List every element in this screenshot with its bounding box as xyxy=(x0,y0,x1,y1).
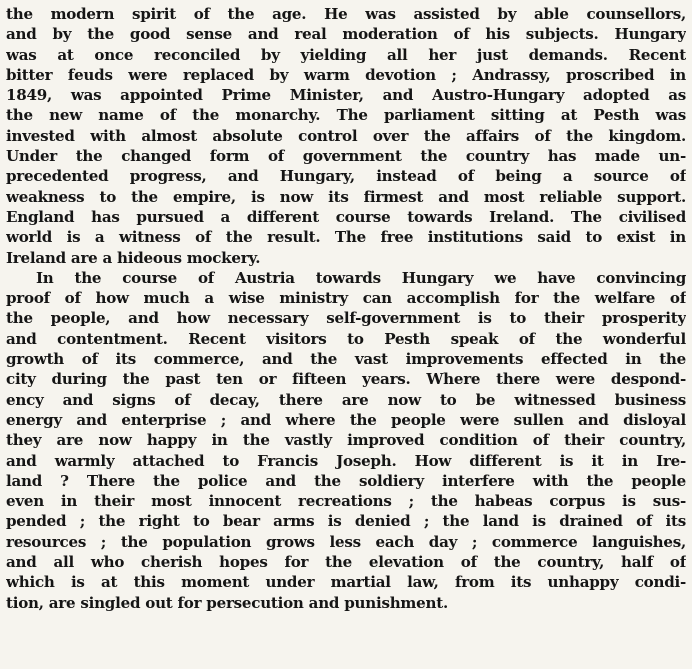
text-line: Ireland are a hideous mockery. xyxy=(6,248,261,267)
text-line: world is a witness of the result. The free institutions said to exist in xyxy=(6,228,686,247)
paragraph-1 xyxy=(6,4,686,268)
text-line: and by the good sense and real moderation of his subjects. Hungary xyxy=(6,25,686,44)
text-line: In the course of Austria towards Hungary we have convincing xyxy=(36,268,686,287)
text-line: city during the past ten or fifteen years. Where there were despond- xyxy=(6,370,686,389)
text-line: ency and signs of decay, there are now to be witnessed business xyxy=(6,390,686,409)
text-line: the modern spirit of the age. He was assisted by able counsellors, xyxy=(6,5,686,23)
text-line: and warmly attached to Francis Joseph. How different is it in Ire- xyxy=(6,451,686,470)
text-line: tion, are singled out for persecution and punishment. xyxy=(6,593,448,612)
text-line: growth of its commerce, and the vast improvements effected in the xyxy=(6,350,686,369)
text-line: and contentment. Recent visitors to Pesth speak of the wonderful xyxy=(6,329,686,348)
text-line: the people, and how necessary self-government is to their prosperity xyxy=(6,309,686,328)
text-line: even in their most innocent recreations ; the habeas corpus is sus- xyxy=(6,492,686,511)
text-line: Under the changed form of government the country has made un- xyxy=(6,147,686,166)
document-page xyxy=(6,4,686,613)
text-line: bitter feuds were replaced by warm devotion ; Andrassy, proscribed in xyxy=(6,65,686,84)
text-line: energy and enterprise ; and where the people were sullen and disloyal xyxy=(6,410,686,429)
text-line: pended ; the right to bear arms is denied ; the land is drained of its xyxy=(6,512,686,531)
text-line: the new name of the monarchy. The parliament sitting at Pesth was xyxy=(6,106,686,125)
text-line: England has pursued a different course towards Ireland. The civilised xyxy=(6,207,686,226)
text-line: invested with almost absolute control over the affairs of the kingdom. xyxy=(6,126,686,145)
text-line: precedented progress, and Hungary, instead of being a source of xyxy=(6,167,686,186)
text-line: was at once reconciled by yielding all her just demands. Recent xyxy=(6,45,686,64)
text-line: land ? There the police and the soldiery interfere with the people xyxy=(6,471,686,490)
text-line: weakness to the empire, is now its firmest and most reliable support. xyxy=(6,187,686,206)
text-line: 1849, was appointed Prime Minister, and Austro-Hungary adopted as xyxy=(6,86,686,105)
text-line: proof of how much a wise ministry can accomplish for the welfare of xyxy=(6,289,686,308)
text-line: which is at this moment under martial law, from its unhappy condi- xyxy=(6,573,686,592)
text-line: resources ; the population grows less each day ; commerce languishes, xyxy=(6,532,686,551)
paragraph-2 xyxy=(6,268,686,613)
text-line: they are now happy in the vastly improved condition of their country, xyxy=(6,431,686,450)
text-line: and all who cherish hopes for the elevation of the country, half of xyxy=(6,553,686,572)
